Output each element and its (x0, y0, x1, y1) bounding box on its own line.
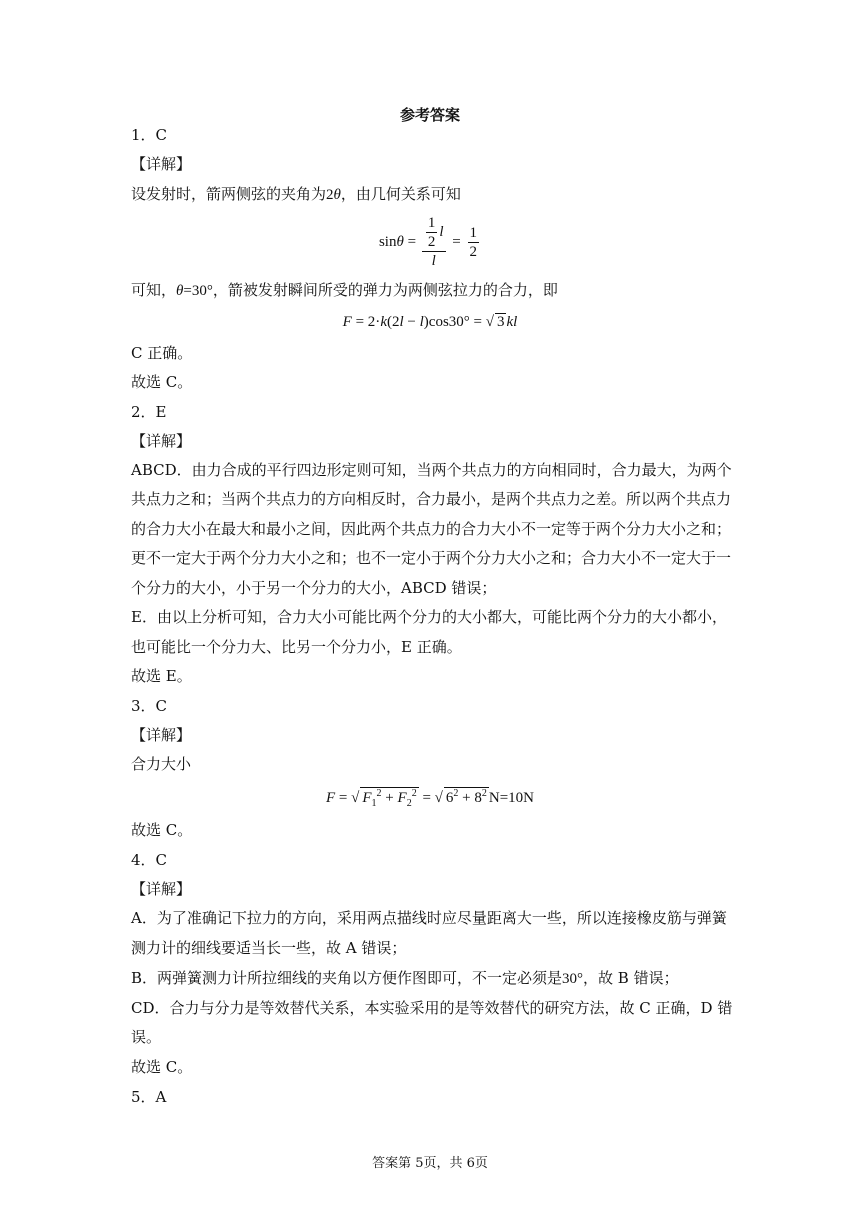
q1-answer: 1．C (131, 126, 168, 144)
q2-text-4: 更不一定大于两个分力大小之和；也不一定小于两个分力大小之和；合力大小不一定大于一 (131, 549, 732, 567)
q4-text-5: 误。 (131, 1028, 162, 1046)
q4-text-3: B．两弹簧测力计所拉细线的夹角以方便作图即可，不一定必须是30°，故 B 错误； (131, 969, 679, 987)
q2-answer: 2．E (131, 403, 167, 421)
q4-detail-heading: 【详解】 (131, 880, 192, 898)
q2-text-1: ABCD．由力合成的平行四边形定则可知，当两个共点力的方向相同时，合力最大，为两个 (131, 461, 732, 479)
q4-text-2: 测力计的细线要适当长一些，故 A 错误； (131, 939, 407, 957)
q2-text-5: 个分力的大小，小于另一个分力的大小，ABCD 错误； (131, 579, 497, 597)
q4-text-4: CD．合力与分力是等效替代关系，本实验采用的是等效替代的研究方法，故 C 正确，D 错 (131, 999, 733, 1017)
q3-equation-1: F = √ $F_1^2 + F_2^2$ = √ $6^2 + 8^2$ N=10N (326, 788, 534, 809)
q2-text-2: 共点力之和；当两个共点力的方向相反时，合力最小，是两个共点力之差。所以两个共点力 (131, 490, 732, 508)
q1-equation-1: sinθ = $\frac{1}{2}$ l l = $\frac{1}{2}$ (378, 215, 478, 269)
q1-text-1: 设发射时，箭两侧弦的夹角为2θ，由几何关系可知 (131, 185, 461, 203)
q1-text-3: C 正确。 (131, 344, 193, 362)
q2-text-7: 也可能比一个分力大、比另一个分力小，E 正确。 (131, 638, 462, 656)
q4-text-1: A．为了准确记下拉力的方向，采用两点描线时应尽量距离大一些，所以连接橡皮筋与弹簧 (131, 909, 727, 927)
q2-text-6: E．由以上分析可知，合力大小可能比两个分力的大小都大，可能比两个分力的大小都小， (131, 608, 727, 626)
q3-answer: 3．C (131, 697, 168, 715)
q4-text-6: 故选 C。 (131, 1058, 193, 1076)
q2-detail-heading: 【详解】 (131, 432, 192, 450)
q1-text-2: 可知，θ=30°，箭被发射瞬间所受的弹力为两侧弦拉力的合力，即 (131, 281, 558, 299)
q4-answer: 4．C (131, 851, 168, 869)
q3-text-2: 故选 C。 (131, 821, 193, 839)
page-footer: 答案第 5页，共 6页 (372, 1156, 488, 1171)
q5-answer: 5．A (131, 1088, 167, 1106)
q1-detail-heading: 【详解】 (131, 155, 192, 173)
q1-equation-2: F = 2·k(2l − l)cos30° = √ 3 kl (342, 314, 518, 330)
q1-text-4: 故选 C。 (131, 373, 193, 391)
q2-text-8: 故选 E。 (131, 667, 192, 685)
page-title: 参考答案 (399, 106, 460, 124)
q3-detail-heading: 【详解】 (131, 726, 192, 744)
q2-text-3: 的合力大小在最大和最小之间，因此两个共点力的合力大小不一定等于两个分力大小之和； (131, 520, 732, 538)
q3-text-1: 合力大小 (131, 755, 192, 773)
